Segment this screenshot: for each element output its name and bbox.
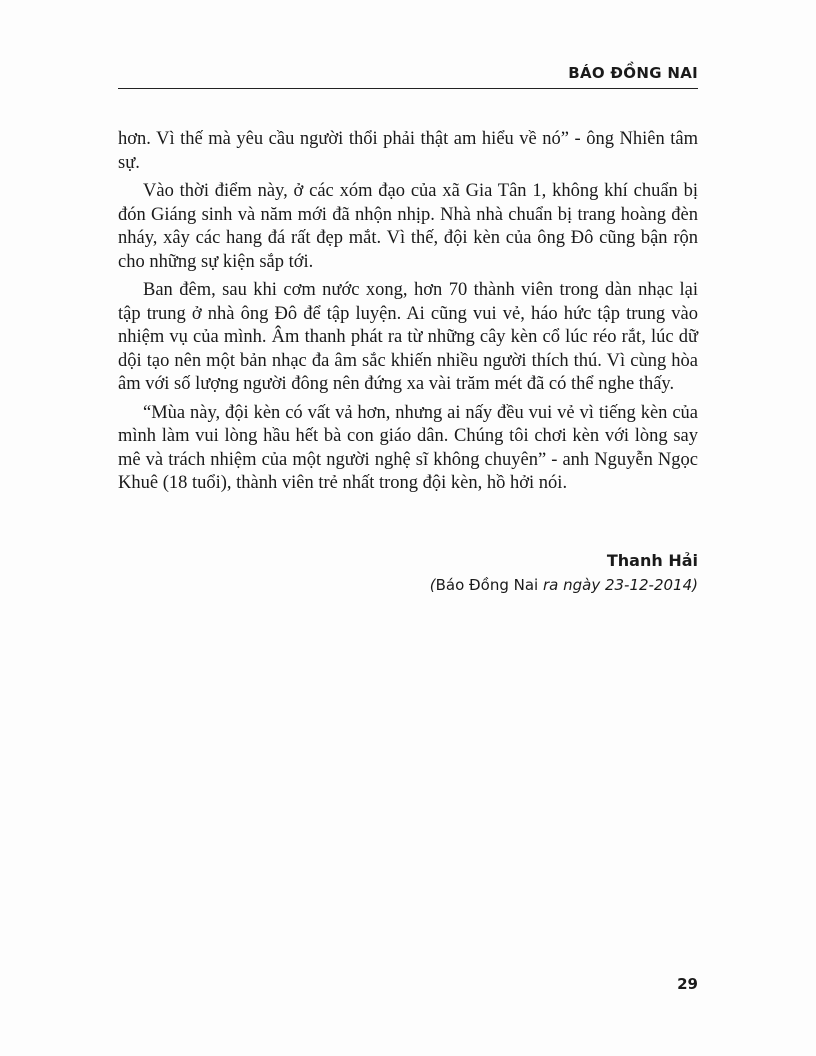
source-open: ( (429, 576, 436, 594)
source-date: ra ngày 23-12-2014) (538, 576, 698, 594)
article-body (118, 128, 698, 501)
page-number: 29 (677, 975, 698, 993)
header-rule (118, 88, 698, 89)
source-name: Báo Đồng Nai (435, 576, 539, 594)
paragraph: Vào thời điểm này, ở các xóm đạo của xã Gia Tân 1, không khí chuẩn bị đón Giáng sinh và năm mới đã nhộn nhịp. Nhà nhà chuẩn bị trang hoàng đèn nháy, xây các hang đá rất đẹp mắt. Vì thế, đội kèn của ông Đô cũng bận rộn cho những sự kiện sắp tới. (118, 181, 698, 272)
paragraph: Ban đêm, sau khi cơm nước xong, hơn 70 thành viên trong dàn nhạc lại tập trung ở nhà ông Đô để tập luyện. Ai cũng vui vẻ, háo hức tập trung vào nhiệm vụ của mình. Âm thanh phát ra từ những cây kèn cổ lúc réo rắt, lúc dữ dội tạo nên một bản nhạc đa âm sắc khiến nhiều người thích thú. Vì cùng hòa âm với số lượng người đông nên đứng xa vài trăm mét đã có thể nghe thấy. (118, 280, 698, 394)
paragraph-continuation: hơn. Vì thế mà yêu cầu người thổi phải thật am hiểu về nó” - ông Nhiên tâm sự. (118, 129, 698, 173)
paragraph: “Mùa này, đội kèn có vất vả hơn, nhưng ai nấy đều vui vẻ vì tiếng kèn của mình làm vui lòng hầu hết bà con giáo dân. Chúng tôi chơi kèn với lòng say mê và trách nhiệm của một người nghệ sĩ không chuyên” - anh Nguyễn Ngọc Khuê (18 tuổi), thành viên trẻ nhất trong đội kèn, hồ hởi nói. (118, 402, 698, 493)
header-title: BÁO ĐỒNG NAI (568, 64, 698, 82)
source-citation (430, 574, 698, 596)
byline (430, 550, 698, 596)
running-header (118, 60, 698, 92)
author-name: Thanh Hải (606, 551, 698, 570)
